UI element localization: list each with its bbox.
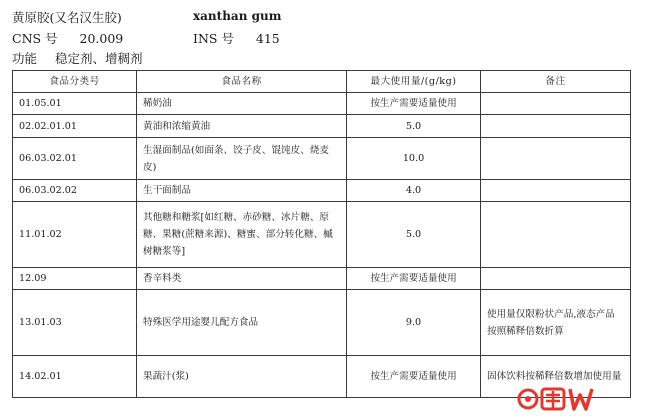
cell-name: 其他糖和糖浆[如红糖、赤砂糖、冰片糖、原糖、果糖(蔗糖来源)、糖蜜、部分转化糖、槭树糖浆等] xyxy=(137,202,347,268)
ins-number xyxy=(193,29,280,47)
cell-max: 9.0 xyxy=(347,290,481,356)
cell-note xyxy=(481,93,631,115)
cell-note: 固体饮料按稀释倍数增加使用量 xyxy=(481,356,631,398)
table-row xyxy=(13,180,631,202)
ins-value: 415 xyxy=(255,31,280,46)
cell-max: 10.0 xyxy=(347,138,481,180)
cell-max: 4.0 xyxy=(347,180,481,202)
cell-name: 香辛料类 xyxy=(137,268,347,290)
cns-value: 20.009 xyxy=(79,31,124,46)
col-header-max: 最大使用量/(g/kg) xyxy=(347,71,481,93)
additive-name-en: xanthan gum xyxy=(193,9,282,23)
cell-code: 14.02.01 xyxy=(13,356,137,398)
cell-max: 按生产需要适量使用 xyxy=(347,356,481,398)
cell-note xyxy=(481,202,631,268)
col-header-note: 备注 xyxy=(481,71,631,93)
additive-name-cn: 黄原胶(又名汉生胶) xyxy=(12,10,122,25)
col-header-code: 食品分类号 xyxy=(13,71,137,93)
cns-number xyxy=(12,29,123,47)
function-value: 稳定剂、增稠剂 xyxy=(54,51,143,66)
cell-note xyxy=(481,138,631,180)
cell-name: 生干面制品 xyxy=(137,180,347,202)
cell-note xyxy=(481,268,631,290)
col-header-name: 食品名称 xyxy=(137,71,347,93)
usage-table xyxy=(12,70,631,398)
cell-name: 稀奶油 xyxy=(137,93,347,115)
cell-code: 11.01.02 xyxy=(13,202,137,268)
cell-max: 按生产需要适量使用 xyxy=(347,93,481,115)
cell-max: 按生产需要适量使用 xyxy=(347,268,481,290)
table-row xyxy=(13,290,631,356)
table-header-row xyxy=(13,71,631,93)
site-watermark-logo xyxy=(516,381,606,415)
table-row xyxy=(13,202,631,268)
cell-name: 特殊医学用途婴儿配方食品 xyxy=(137,290,347,356)
cell-note xyxy=(481,115,631,138)
ins-label: INS 号 xyxy=(193,31,234,46)
table-row xyxy=(13,115,631,138)
cell-note: 使用量仅限粉状产品,液态产品按照稀释倍数折算 xyxy=(481,290,631,356)
cell-max: 5.0 xyxy=(347,115,481,138)
cell-name: 黄油和浓缩黄油 xyxy=(137,115,347,138)
cell-code: 12.09 xyxy=(13,268,137,290)
cns-label: CNS 号 xyxy=(12,31,58,46)
cell-name: 生湿面制品(如面条、饺子皮、馄饨皮、烧麦皮) xyxy=(137,138,347,180)
watermark-icon xyxy=(516,381,606,415)
cell-max: 5.0 xyxy=(347,202,481,268)
cell-name: 果蔬汁(浆) xyxy=(137,356,347,398)
table-row xyxy=(13,268,631,290)
function-label: 功能 xyxy=(12,51,38,66)
function-line xyxy=(12,49,143,67)
cell-note xyxy=(481,180,631,202)
table-row xyxy=(13,138,631,180)
cell-code: 02.02.01.01 xyxy=(13,115,137,138)
cell-code: 01.05.01 xyxy=(13,93,137,115)
table-row xyxy=(13,93,631,115)
cell-code: 06.03.02.02 xyxy=(13,180,137,202)
cell-code: 13.01.03 xyxy=(13,290,137,356)
cell-code: 06.03.02.01 xyxy=(13,138,137,180)
